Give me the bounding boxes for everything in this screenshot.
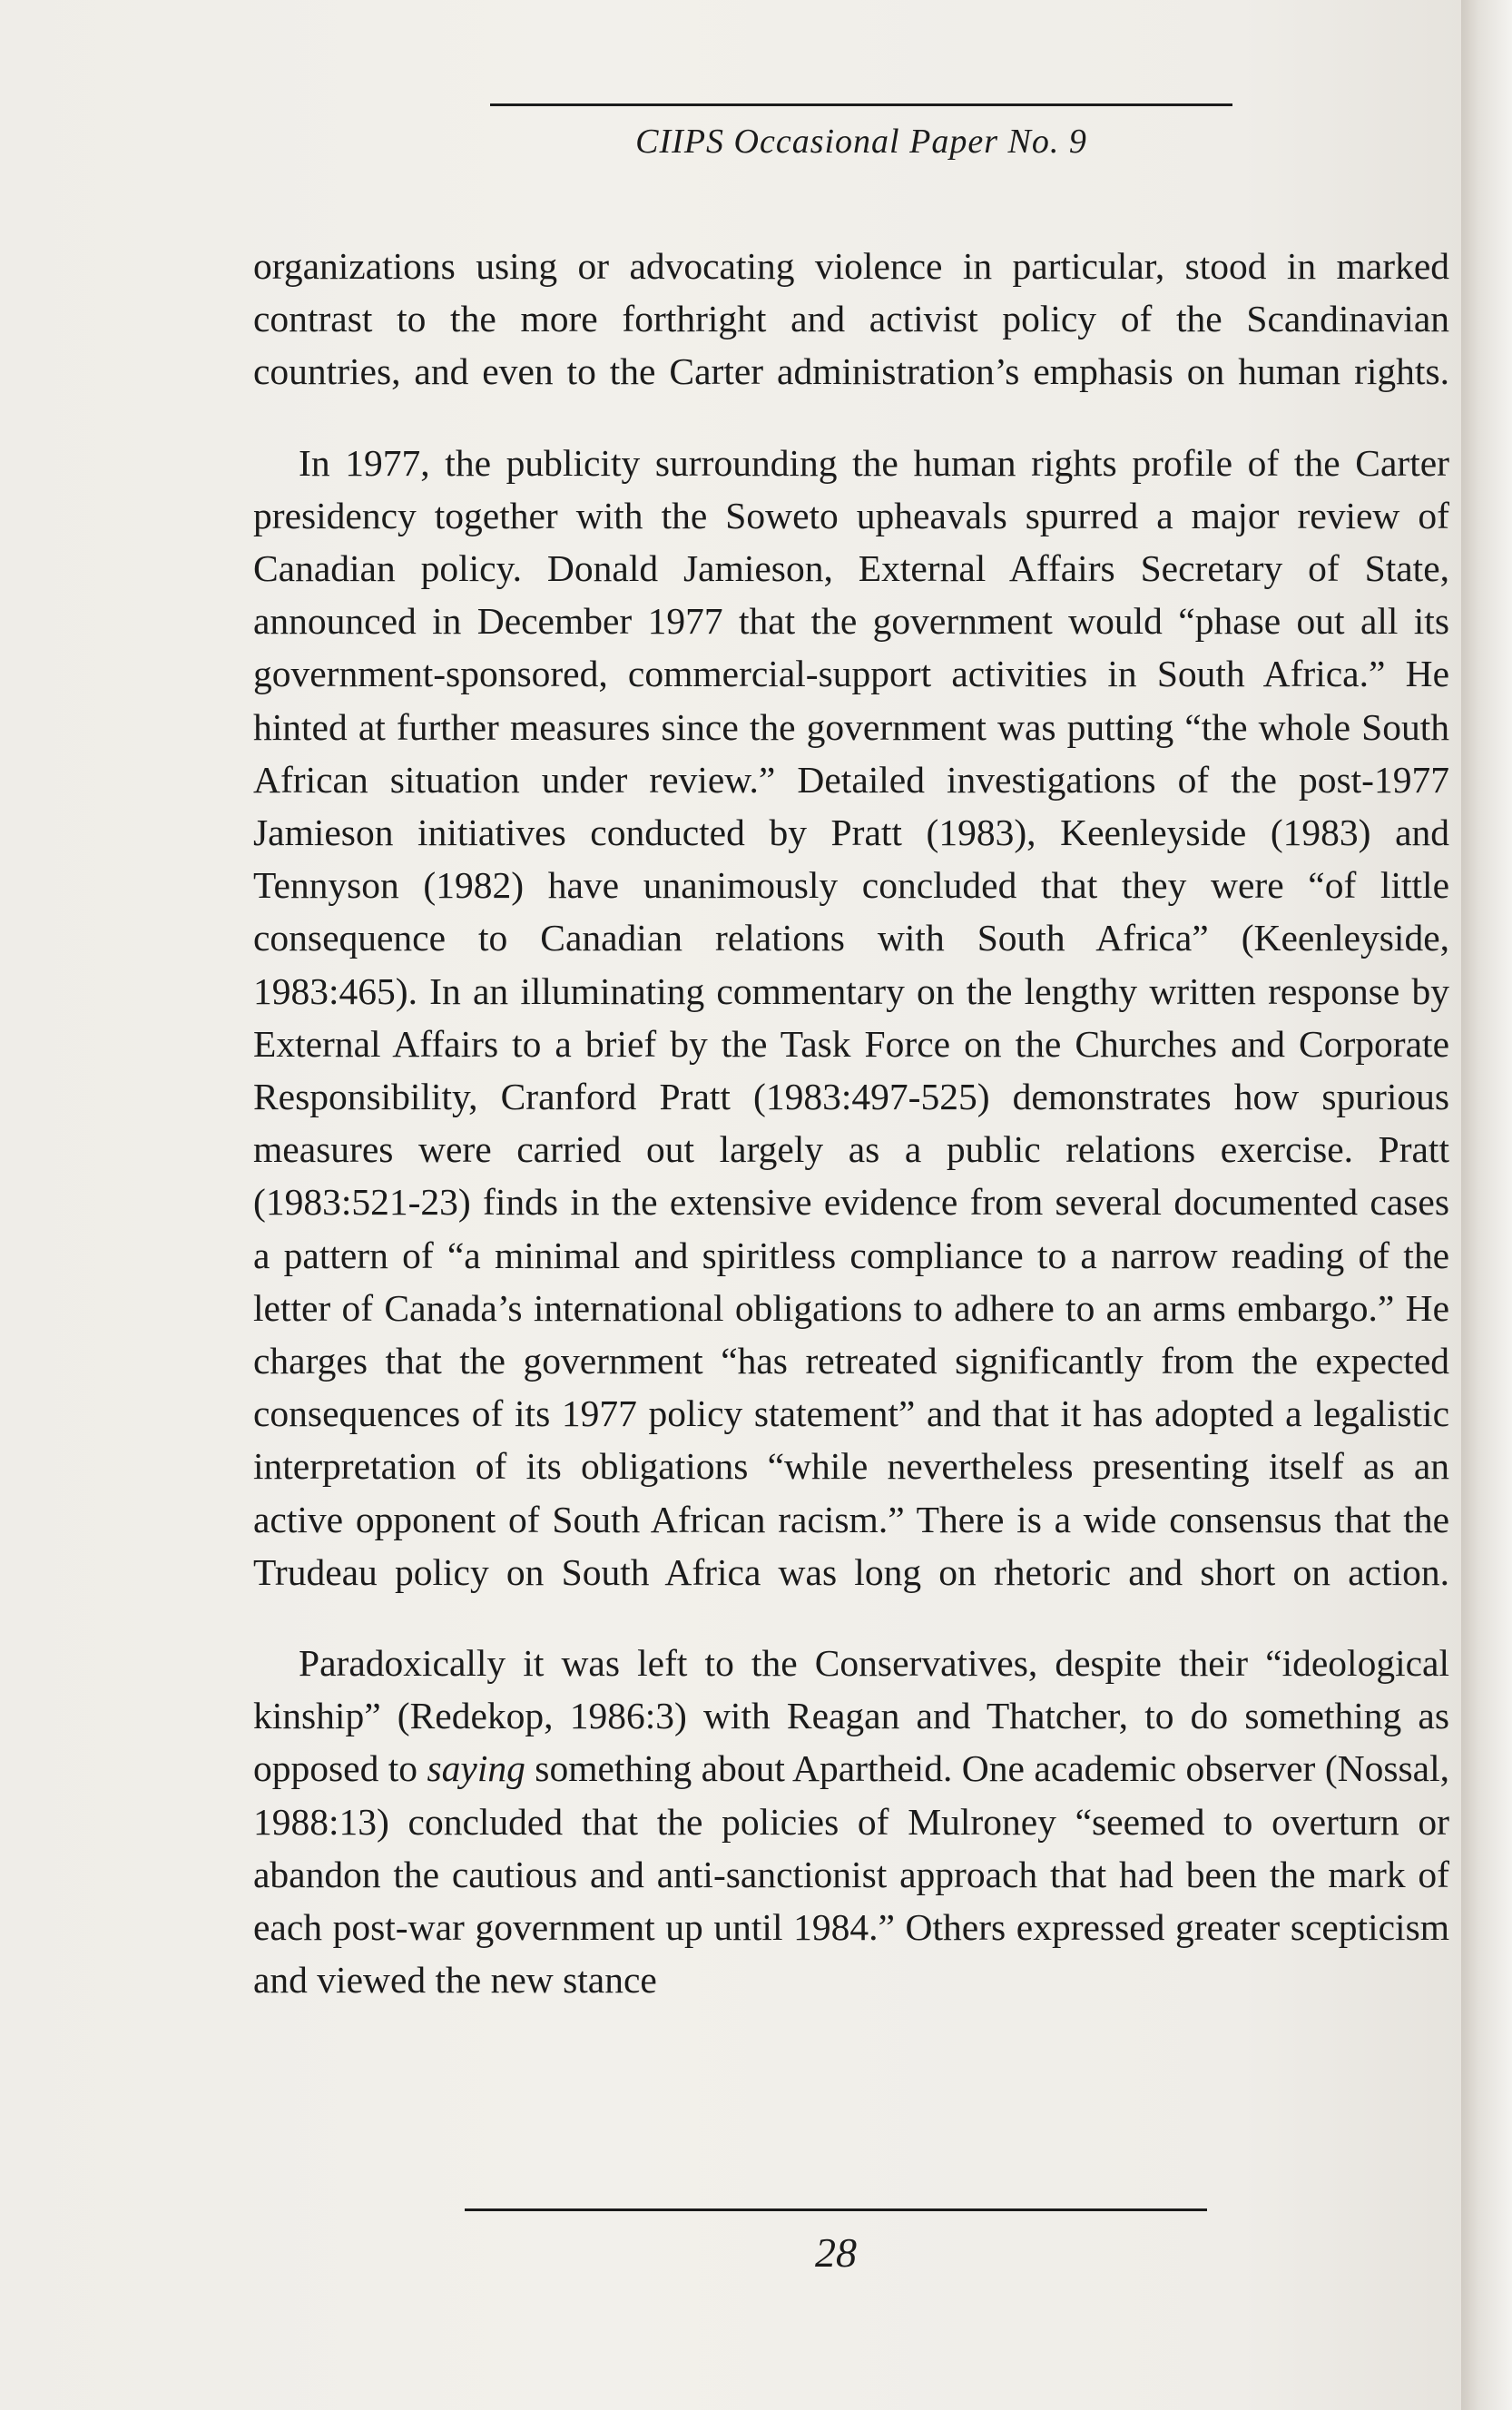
paragraph-2-text: In 1977, the publicity surrounding the human rights profile of the Carter presidency together with the Soweto upheavals spurred a major review of Canadian policy. Donald Jamieson, External Affairs Secretary of State, announced in December 1977 that the government would “phase out all its government-sponsored, commercial-support activities in South Africa.” He hinted at further measures since the government was putting “the whole South African situation under review.” Detailed investigations of the post-1977 Jamieson initiatives conducted by Pratt (1983), Keenleyside (1983) and Tennyson (1982) have unanimously concluded that they were “of little consequence to Canadian relations with South Africa” (Keenleyside, 1983:465). In an illuminating commentary on the lengthy written response by External Affairs to a brief by the Task Force on the Churches and Corporate Responsibility, Cranford Pratt (1983:497-525) demonstrates how spurious measures were carried out largely as a public relations exercise. Pratt (1983:521-23) finds in the extensive evidence from several documented cases a pattern of “a minimal and spiritless compliance to a narrow reading of the letter of Canada’s international obligations to adhere to an arms embargo.” He charges that the government “has retreated significantly from the expected consequences of its 1977 policy statement” and that it has adopted a legalistic interpretation of its obligations “while nevertheless presenting itself as an active opponent of South African racism.” There is a wide consensus that the Trudeau policy on South Africa was long on rhetoric and short on action. xyxy=(253,441,1449,1593)
paragraph-3 xyxy=(253,1637,1449,2006)
paragraph-3-text-before: Paradoxically it was left to the Conservatives, despite their “ideological kinship” (Redekop, 1986:3) with Reagan and Thatcher, to do something as opposed to xyxy=(253,1642,1449,1790)
footer-rule xyxy=(465,2208,1207,2211)
paragraph-3-text-after: something about Apartheid. One academic observer (Nossal, 1988:13) concluded that the policies of Mulroney “seemed to overturn or abandon the cautious and anti-sanctionist approach that had been the mark of each post-war government up until 1984.” Others expressed greater scepticism and viewed the new stance xyxy=(253,1747,1449,2002)
body-text xyxy=(253,240,1449,2007)
running-header: CIIPS Occasional Paper No. 9 xyxy=(635,123,1087,161)
paragraph-2 xyxy=(253,437,1449,1598)
paragraph-1: organizations using or advocating violence in particular, stood in marked contrast to the more forthright and activist policy of the Scandinavian countries, and even to the Carter administration’s emphasis on human rights. xyxy=(253,245,1449,393)
emphasized-word: saying xyxy=(427,1747,525,1790)
page-number: 28 xyxy=(815,2229,857,2276)
header-rule xyxy=(490,103,1232,106)
page-edge-shadow xyxy=(1461,0,1512,2410)
